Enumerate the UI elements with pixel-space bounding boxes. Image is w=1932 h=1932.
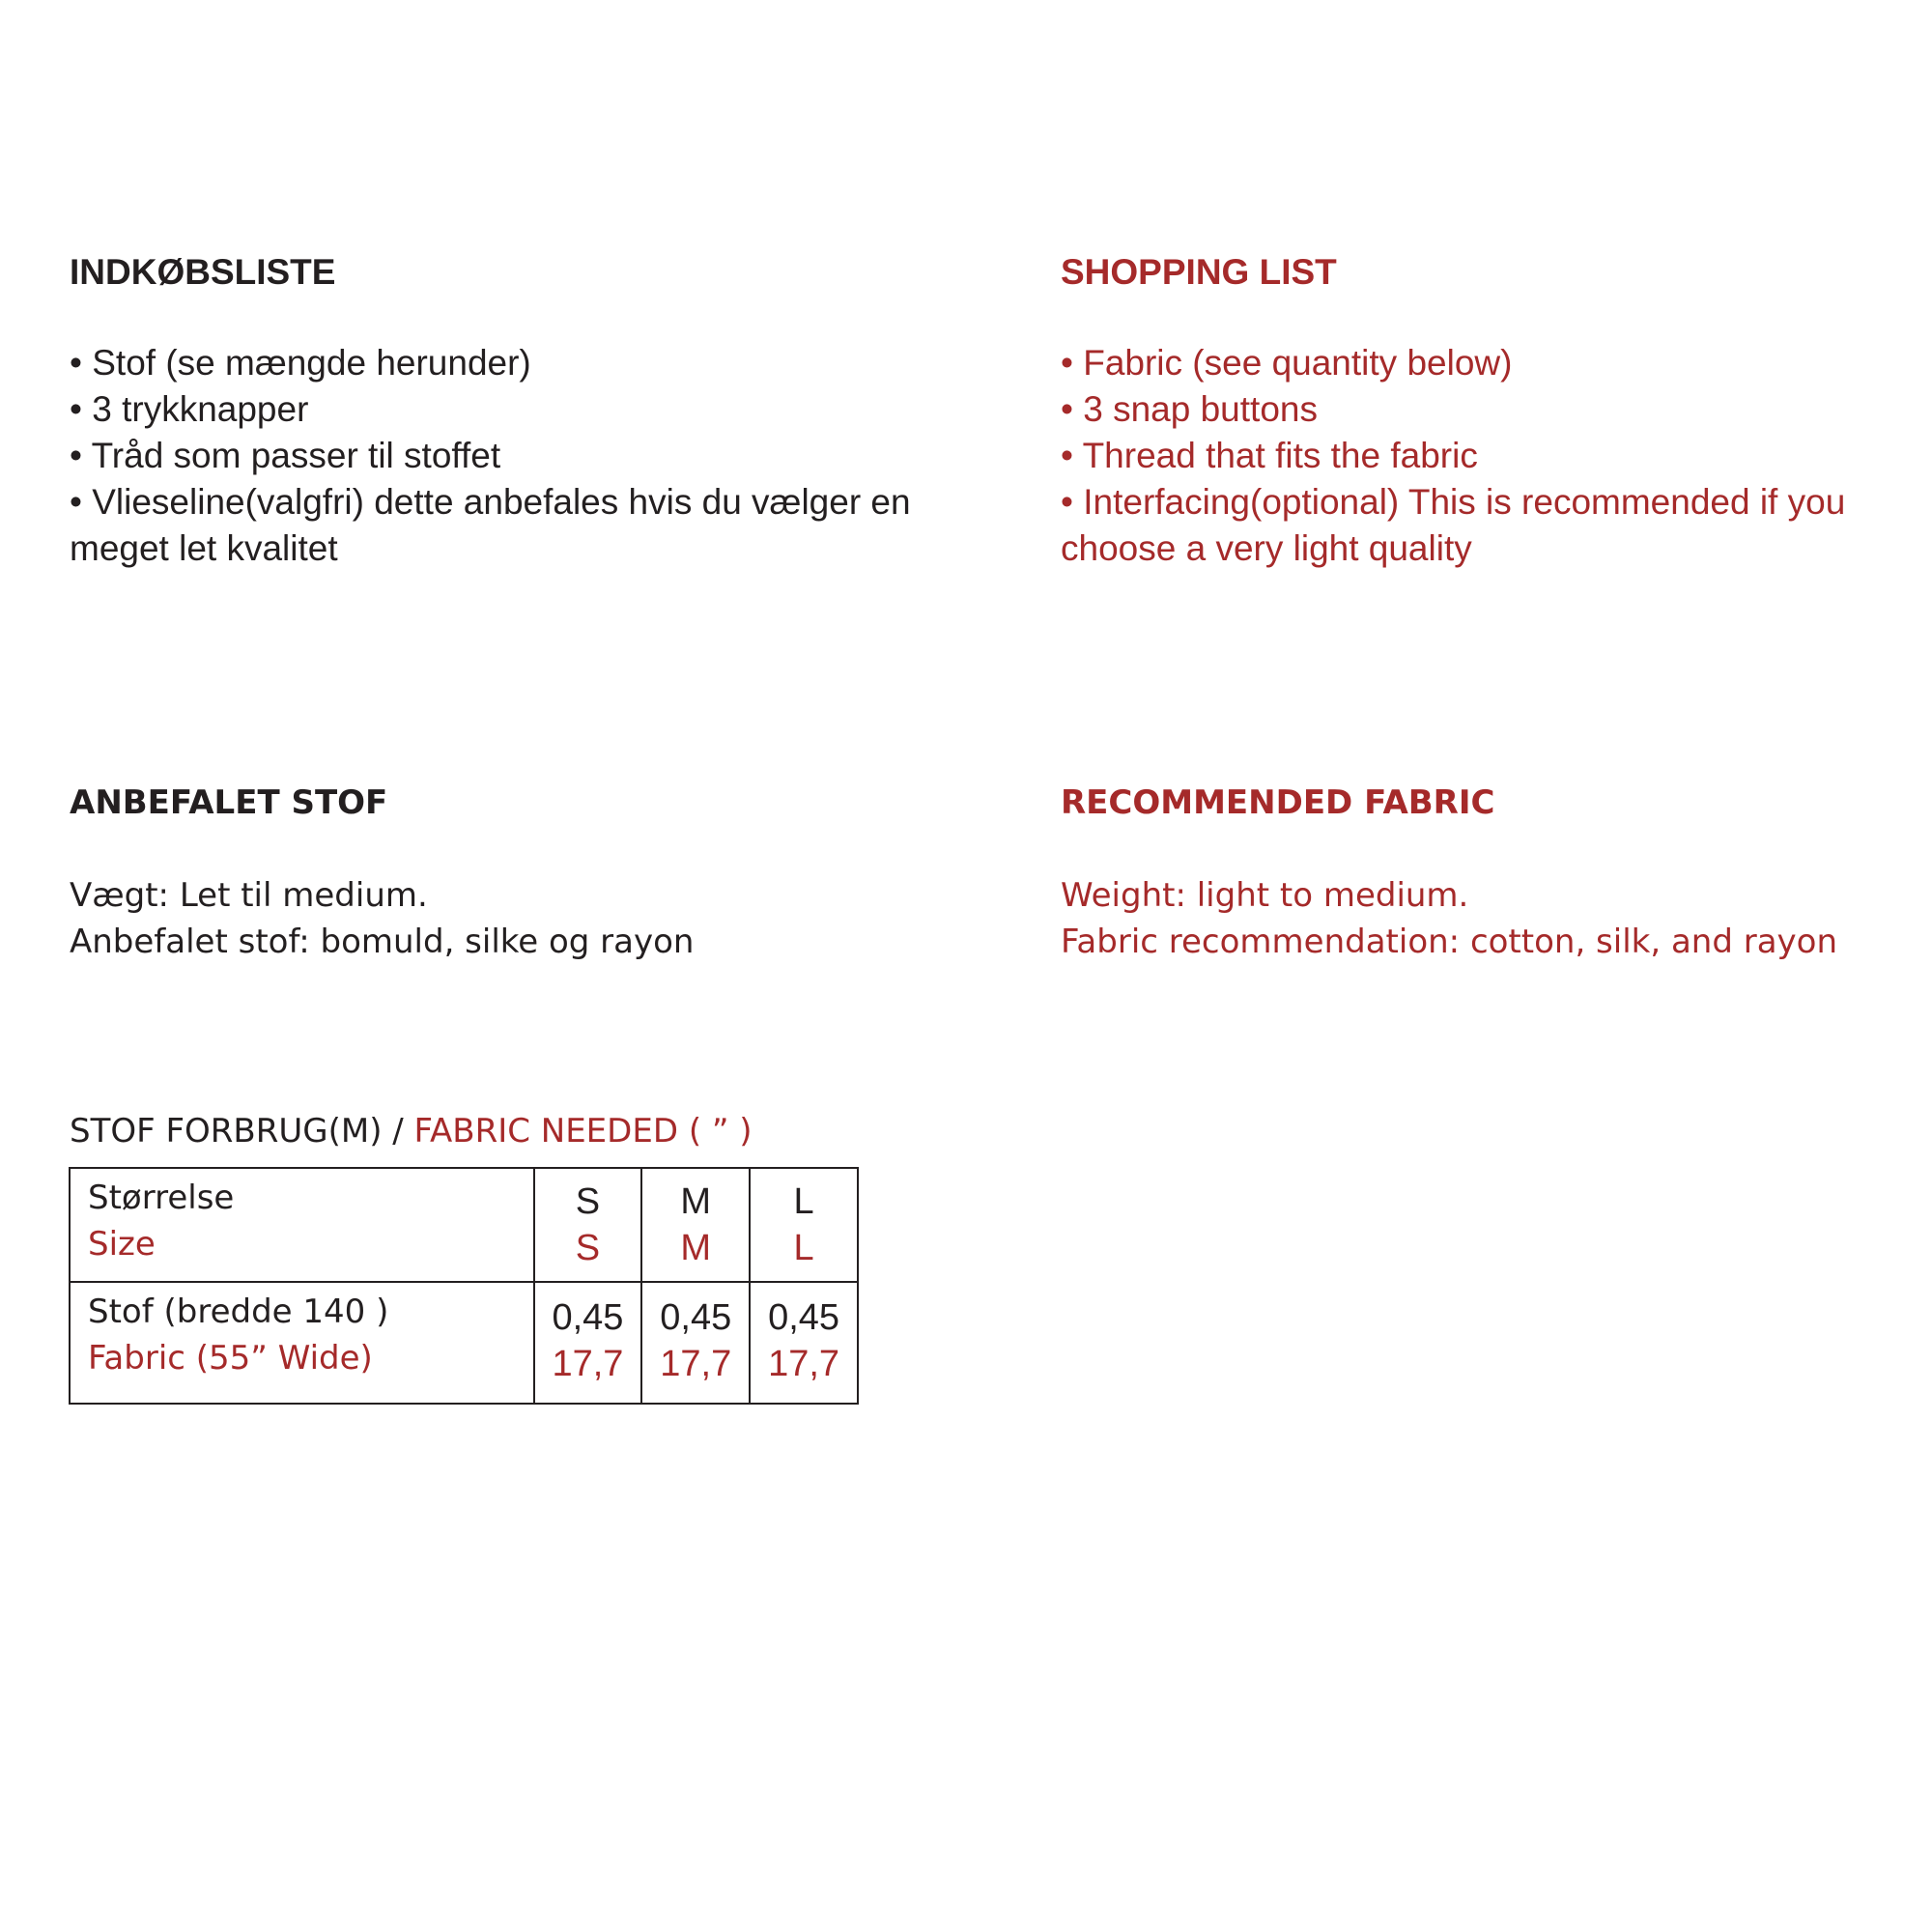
recommended-fabric-da-text: Anbefalet stof: bomuld, silke og rayon — [70, 923, 695, 961]
list-item: • Fabric (see quantity below) — [1061, 343, 1513, 383]
size-s-da: S — [575, 1181, 601, 1222]
recommended-fabric-en-text: Fabric recommendation: cotton, silk, and rayon — [1061, 923, 1838, 961]
table-row — [70, 1282, 858, 1404]
size-m-da: M — [680, 1181, 712, 1222]
list-item: • Stof (se mængde herunder) — [70, 343, 531, 383]
size-s-en: S — [575, 1228, 601, 1268]
shopping-list-da — [70, 249, 968, 572]
fabric-needed-title-da: STOF FORBRUG(M) / — [70, 1112, 414, 1151]
recommended-weight-da: Vægt: Let til medium. — [70, 876, 428, 915]
size-label-en: Size — [88, 1225, 156, 1264]
shopping-list-en — [1061, 249, 1932, 572]
fabric-value-l — [750, 1282, 858, 1404]
fabric-s-inches: 17,7 — [552, 1344, 624, 1384]
fabric-needed-title — [70, 1108, 753, 1154]
fabric-m-meters: 0,45 — [660, 1297, 732, 1338]
list-item: • Thread that fits the fabric — [1061, 436, 1478, 475]
shopping-list-da-items — [70, 340, 968, 572]
recommended-fabric-en-title: RECOMMENDED FABRIC — [1061, 783, 1495, 822]
table-row — [70, 1168, 858, 1282]
list-item: • Tråd som passer til stoffet — [70, 436, 501, 475]
fabric-label-da: Stof (bredde 140 ) — [88, 1293, 389, 1331]
size-label-cell — [70, 1168, 534, 1282]
fabric-label-cell — [70, 1282, 534, 1404]
fabric-needed-title-en: FABRIC NEEDED ( ” ) — [413, 1112, 753, 1151]
shopping-list-en-title: SHOPPING LIST — [1061, 252, 1337, 292]
list-item: • 3 trykknapper — [70, 389, 309, 429]
size-label-da: Størrelse — [88, 1179, 235, 1217]
size-cell-s — [534, 1168, 642, 1282]
recommended-fabric-da-title: ANBEFALET STOF — [70, 783, 388, 822]
shopping-list-da-title: INDKØBSLISTE — [70, 252, 336, 292]
fabric-m-inches: 17,7 — [660, 1344, 732, 1384]
recommended-fabric-en — [1061, 780, 1932, 965]
fabric-needed-table — [69, 1167, 859, 1405]
recommended-fabric-da — [70, 780, 968, 965]
recommended-weight-en: Weight: light to medium. — [1061, 876, 1469, 915]
fabric-value-m — [641, 1282, 750, 1404]
shopping-list-en-items — [1061, 340, 1932, 572]
fabric-label-en: Fabric (55” Wide) — [88, 1339, 373, 1378]
fabric-s-meters: 0,45 — [552, 1297, 624, 1338]
size-l-da: L — [793, 1181, 814, 1222]
size-cell-m — [641, 1168, 750, 1282]
size-l-en: L — [793, 1228, 814, 1268]
fabric-l-inches: 17,7 — [768, 1344, 840, 1384]
list-item: • 3 snap buttons — [1061, 389, 1318, 429]
list-item: • Vlieseline(valgfri) dette anbefales hvis du vælger en meget let kvalitet — [70, 482, 911, 568]
fabric-l-meters: 0,45 — [768, 1297, 840, 1338]
size-m-en: M — [680, 1228, 712, 1268]
list-item: • Interfacing(optional) This is recommended if you choose a very light quality — [1061, 482, 1846, 568]
size-cell-l — [750, 1168, 858, 1282]
fabric-value-s — [534, 1282, 642, 1404]
